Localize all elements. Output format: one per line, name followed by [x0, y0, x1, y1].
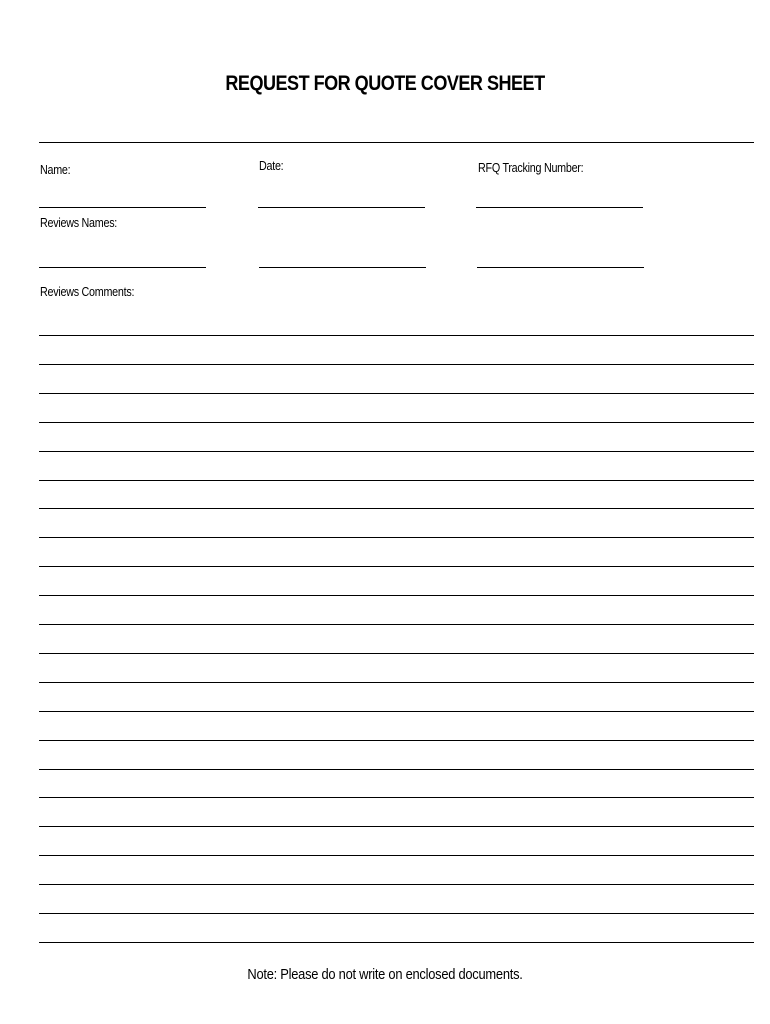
header-divider [39, 142, 754, 143]
comment-line[interactable] [39, 364, 754, 365]
comment-line[interactable] [39, 595, 754, 596]
reviewer-name-field-2[interactable] [259, 267, 426, 268]
comment-line[interactable] [39, 711, 754, 712]
name-label: Name: [40, 163, 71, 177]
comment-line[interactable] [39, 653, 754, 654]
reviews-names-label: Reviews Names: [40, 216, 118, 230]
reviewer-name-field-1[interactable] [39, 267, 206, 268]
comment-line[interactable] [39, 769, 754, 770]
comment-line[interactable] [39, 566, 754, 567]
rfq-tracking-number-label: RFQ Tracking Number: [478, 161, 584, 175]
comment-line[interactable] [39, 913, 754, 914]
date-field[interactable] [258, 207, 425, 208]
comment-line[interactable] [39, 855, 754, 856]
comment-line[interactable] [39, 335, 754, 336]
comment-line[interactable] [39, 624, 754, 625]
comment-line[interactable] [39, 451, 754, 452]
comment-line[interactable] [39, 422, 754, 423]
date-label: Date: [259, 159, 284, 173]
rfq-tracking-number-field[interactable] [476, 207, 643, 208]
comment-line[interactable] [39, 884, 754, 885]
page-title: REQUEST FOR QUOTE COVER SHEET [225, 72, 545, 95]
comment-line[interactable] [39, 797, 754, 798]
comment-line[interactable] [39, 393, 754, 394]
comment-line[interactable] [39, 537, 754, 538]
reviews-comments-label: Reviews Comments: [40, 285, 135, 299]
comment-line[interactable] [39, 480, 754, 481]
comment-line[interactable] [39, 826, 754, 827]
comment-line[interactable] [39, 508, 754, 509]
name-field[interactable] [39, 207, 206, 208]
comment-line[interactable] [39, 740, 754, 741]
reviewer-name-field-3[interactable] [477, 267, 644, 268]
comment-line[interactable] [39, 942, 754, 943]
footer-note: Note: Please do not write on enclosed documents. [247, 966, 523, 983]
comment-line[interactable] [39, 682, 754, 683]
